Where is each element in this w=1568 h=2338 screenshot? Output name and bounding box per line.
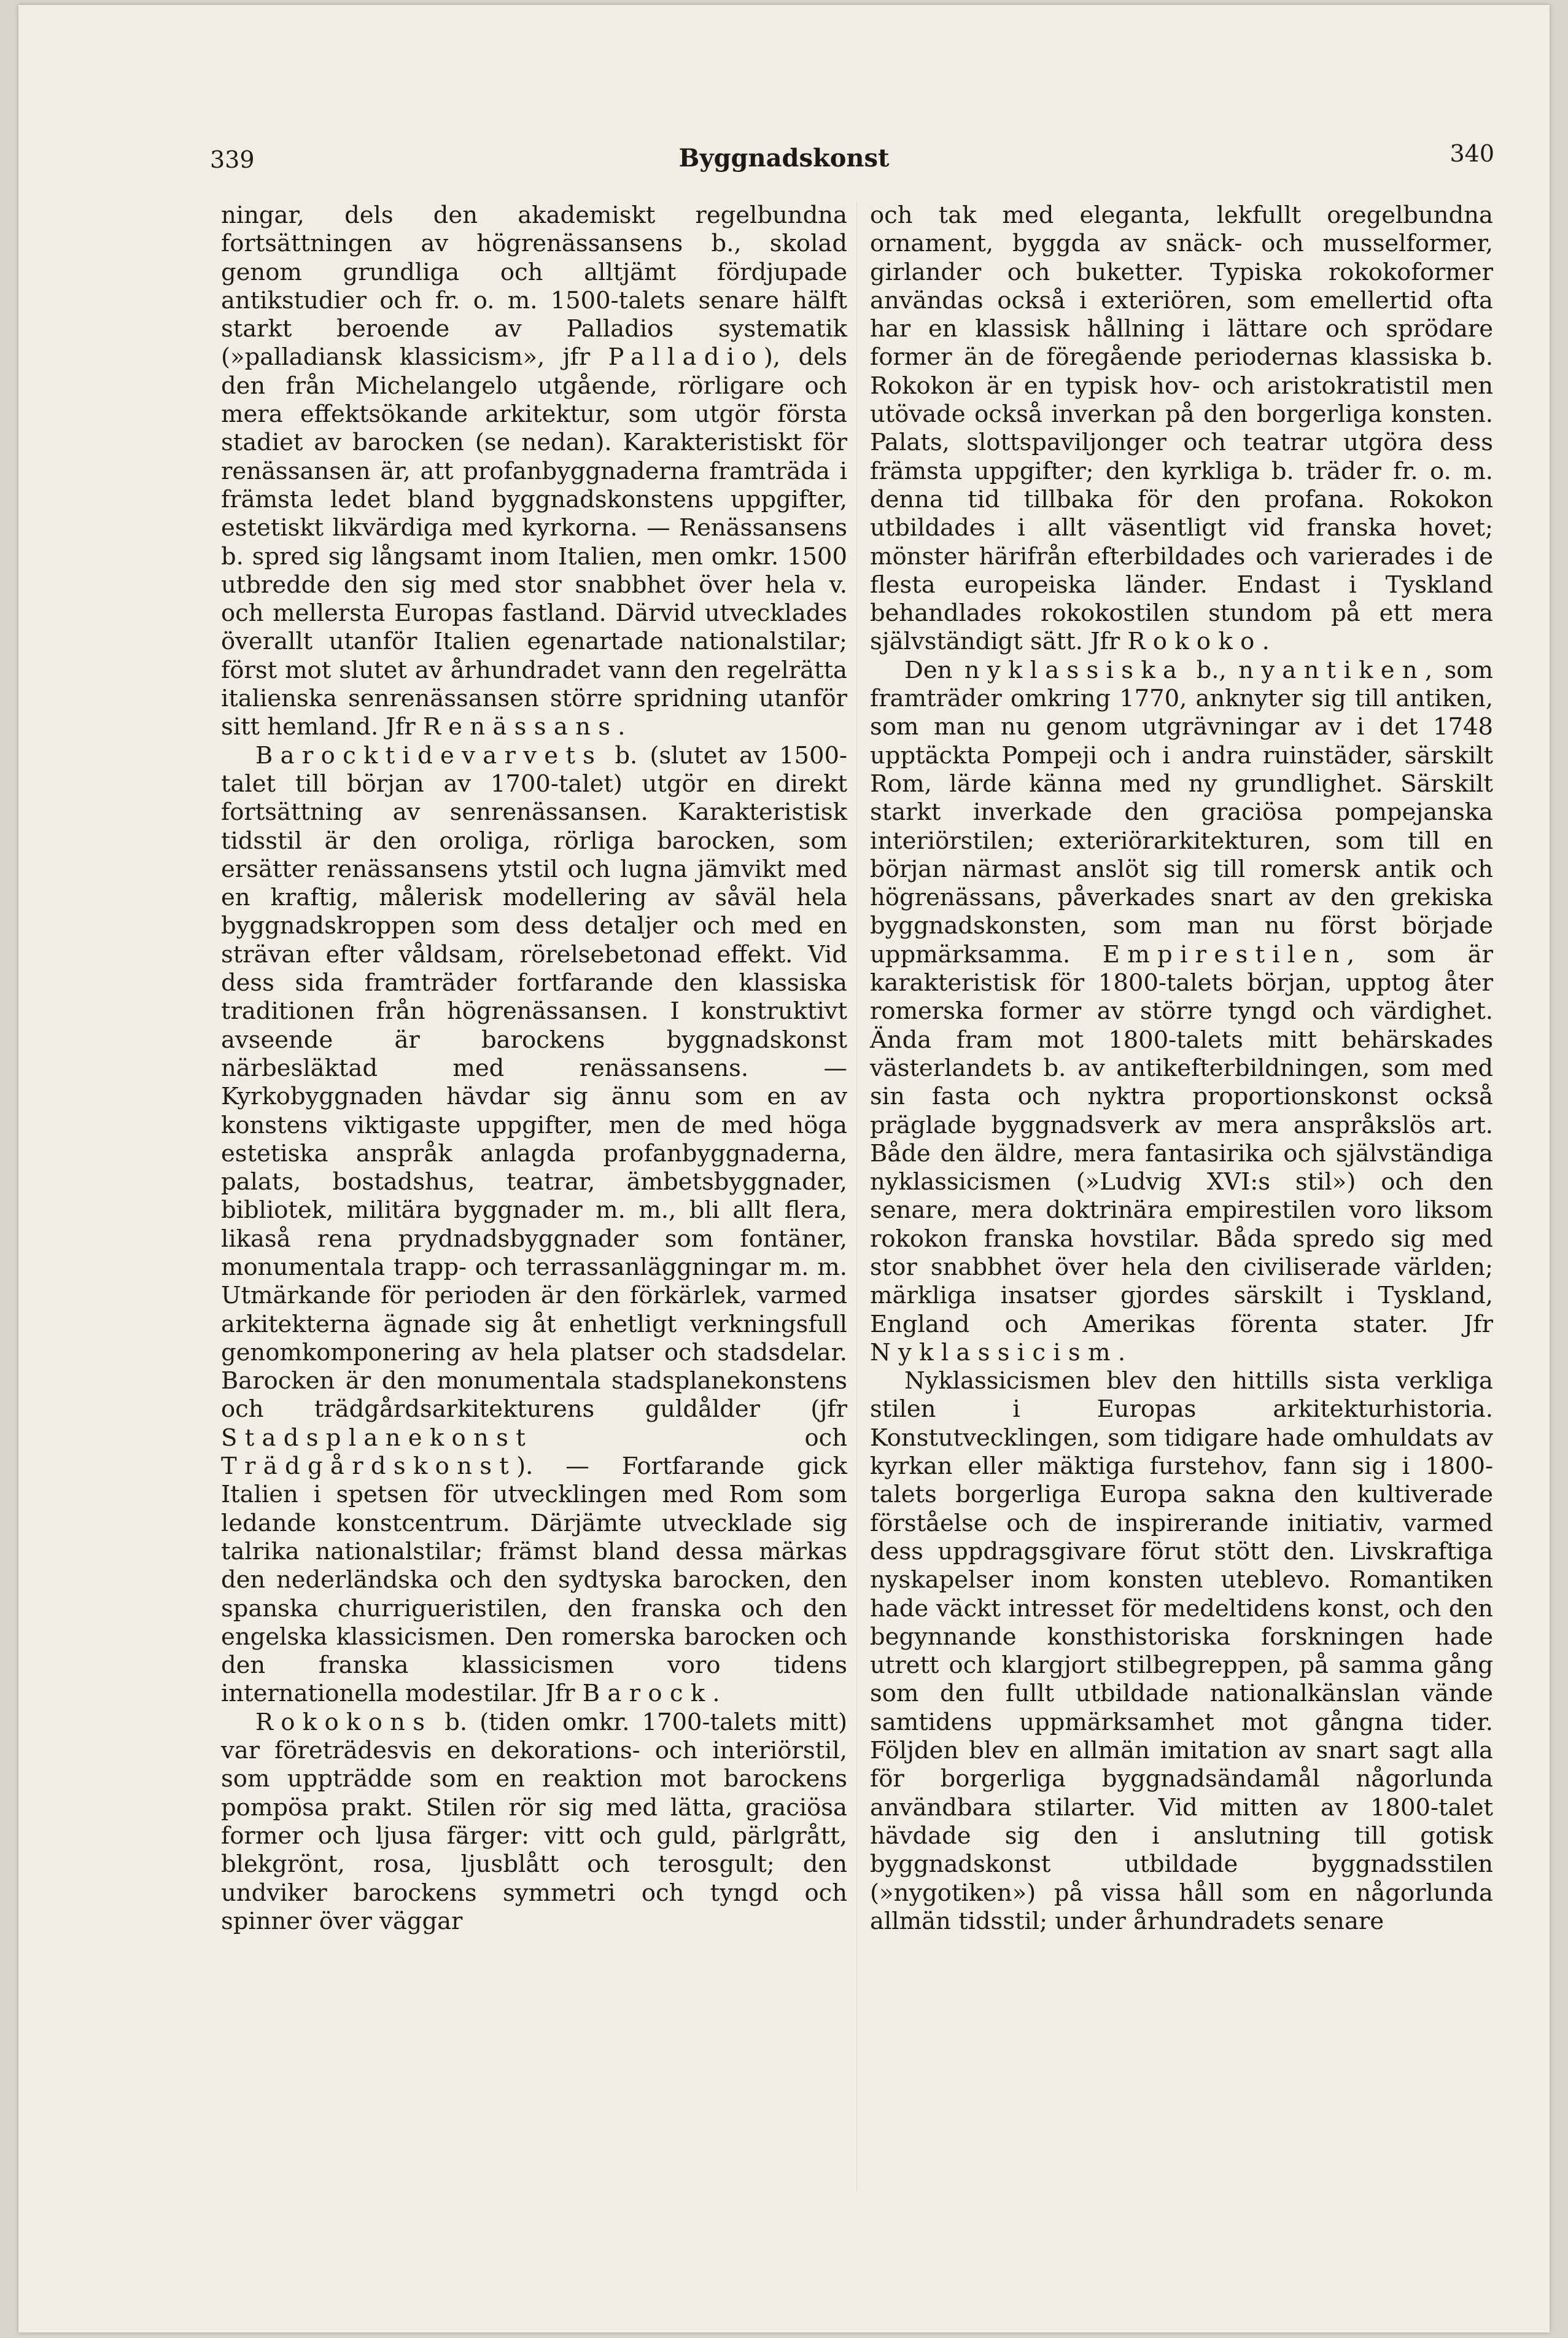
cross-reference: Trädgårdskonst [221,1452,517,1481]
section-term: Barocktidevarvets [255,741,603,770]
cross-reference: Stadsplanekonst [221,1424,534,1452]
page-number-left: 339 [210,146,255,173]
page-number-right: 340 [1450,140,1494,167]
left-column [221,201,847,1936]
book-page [18,5,1550,2332]
right-column [870,201,1493,1936]
cross-reference: Rokoko [1127,628,1262,656]
cross-reference: Palladio [608,343,764,372]
cross-reference: Nyklassicism [870,1338,1118,1366]
cross-reference: Renässans [422,713,618,741]
paragraph-historicism: Nyklassicismen blev den hittills sista verkliga stilen i Europas arkitekturhistoria. Konstutvecklingen, som tidigare hade omhuldats av kyrkan eller mäktiga furstehov, fann sig i 1800-talets borgerliga Europa sakna den kultiverade förståelse och de inspirerande initiativ, varmed dess uppdragsgivare förut stött den. Livskraftiga nyskapelser inom konsten uteblevo. Romantiken hade väckt intresset för medeltidens konst, och den begynnande konsthistoriska forskningen hade utrett och klargjort stilbegreppen, på samma gång som den fullt utbildade nationalkänslan vände samtidens uppmärksamhet mot gångna tider. Följden blev en allmän imitation av snart sagt alla för borgerliga byggnadsändamål någorlunda användbara stilarter. Vid mitten av 1800-talet hävdade sig den i anslutning till gotisk byggnadskonst utbildade byggnadsstilen (»nygotiken») på vissa håll som en någorlunda allmän tidsstil; under århundradets senare [870,1367,1493,1935]
section-term: nyantiken [1238,656,1425,684]
paragraph-rococo: Rokokons b. (tiden omkr. 1700-talets mitt) var företrädesvis en dekorations- och interiörstil, som uppträdde som en reaktion mot barockens pompösa prakt. Stilen rör sig med lätta, graciösa former och ljusa färger: vitt och guld, pärlgrått, blekgrönt, rosa, ljusblått och terosgult; den undviker barockens symmetri och tyngd och spinner över väggar [221,1708,847,1935]
paragraph-rococo-continued: och tak med eleganta, lekfullt oregelbundna ornament, byggda av snäck- och musselformer, girlander och buketter. Typiska rokokoformer användas också i exteriören, som emellertid ofta har en klassisk hållning i lättare och sprödare former än de föregående periodernas klassiska b. Rokokon är en typisk hov- och aristokratistil men utövade också inverkan på den borgerliga konsten. Palats, slottspaviljonger och teatrar utgöra dess främsta uppgifter; den kyrkliga b. träder fr. o. m. denna tid tillbaka för den profana. Rokokon utbildades i allt väsentligt vid franska hovet; mönster härifrån efterbildades och varierades i de flesta europeiska länder. Endast i Tyskland behandlades rokokostilen stundom på ett mera självständigt sätt. Jfr Rokoko. [870,201,1493,656]
column-gutter [856,201,857,2191]
paragraph-baroque: Barocktidevarvets b. (slutet av 1500-talet till början av 1700-talet) utgör en direkt fortsättning av senrenässansen. Karakteristisk tidsstil är den oroliga, rörliga barocken, som ersätter renässansens ytstil och lugna jämvikt med en kraftig, målerisk modellering av såväl hela byggnadskroppen som dess detaljer och med en strävan efter våldsam, rörelsebetonad effekt. Vid dess sida framträder fortfarande den klassiska traditionen från högrenässansen. I konstruktivt avseende är barockens byggnadskonst närbesläktad med renässansens. — Kyrkobyggnaden hävdar sig ännu som en av konstens viktigaste uppgifter, men de med höga estetiska anspråk anlagda profanbyggnaderna, palats, bostadshus, teatrar, ämbetsbyggnader, bibliotek, militära byggnader m. m., bli allt flera, likaså rena prydnadsbyggnader som fontäner, monumentala trapp- och terrassanläggningar m. m. Utmärkande för perioden är den förkärlek, varmed arkitekterna ägnade sig åt enhetligt verkningsfull genomkomponering av hela platser och stadsdelar. Barocken är den monumentala stadsplanekonstens och trädgårdsarkitekturens guldålder (jfr Stadsplanekonst och Trädgårdskonst). — Fortfarande gick Italien i spetsen för utvecklingen med Rom som ledande konstcentrum. Därjämte utvecklade sig talrika nationalstilar; främst bland dessa märkas den nederländska och den sydtyska barocken, den spanska churrigueristilen, den franska och den engelska klassicismen. Den romerska barocken och den franska klassicismen voro tidens internationella modestilar. Jfr Barock. [221,741,847,1708]
section-term: Empirestilen [1102,940,1347,968]
paragraph-renaissance-continued: ningar, dels den akademiskt regelbundna fortsättningen av högrenässansens b., skolad genom grundliga och alltjämt fördjupade antikstudier och fr. o. m. 1500-talets senare hälft starkt beroende av Palladios systematik (»palladiansk klassicism», jfr Palladio), dels den från Michelangelo utgående, rörligare och mera effektsökande arkitektur, som utgör första stadiet av barocken (se nedan). Karakteristiskt för renässansen är, att profanbyggnaderna framträda i främsta ledet bland byggnadskonstens uppgifter, estetiskt likvärdiga med kyrkorna. — Renässansens b. spred sig långsamt inom Italien, men omkr. 1500 utbredde den sig med stor snabbhet över hela v. och mellersta Europas fastland. Därvid utvecklades överallt utanför Italien egenartade nationalstilar; först mot slutet av århundradet vann den regelrätta italienska senrenässansen större spridning utanför sitt hemland. Jfr Renässans. [221,201,847,741]
running-header [18,140,1550,177]
section-term: nyklassiska [964,656,1185,684]
cross-reference: Barock [582,1680,713,1708]
paragraph-neoclassical: Den nyklassiska b., nyantiken, som framträder omkring 1770, anknyter sig till antiken, som man nu genom utgrävningar av i det 1748 upptäckta Pompeji och i andra ruinstäder, särskilt Rom, lärde känna med ny grundlighet. Särskilt starkt inverkade den graciösa pompejanska interiörstilen; exteriörarkitekturen, som till en början närmast anslöt sig till romersk antik och högrenässans, påverkades snart av den grekiska byggnadskonsten, som man nu först började uppmärksamma. Empirestilen, som är karakteristisk för 1800-talets början, upptog åter romerska former av större tyngd och värdighet. Ända fram mot 1800-talets mitt behärskades västerlandets b. av antikefterbildningen, som med sin fasta och nyktra proportionskonst också präglade byggnadsverk av mera anspråkslös art. Både den äldre, mera fantasirika och självständiga nyklassicismen (»Ludvig XVI:s stil») och den senare, mera doktrinära empirestilen voro liksom rokokon franska hovstilar. Båda spredo sig med stor snabbhet över hela den civiliserade världen; märkliga insatser gjordes särskilt i Tyskland, England och Amerikas förenta stater. Jfr Nyklassicism. [870,656,1494,1366]
running-title: Byggnadskonst [678,144,890,173]
section-term: Rokokons [255,1708,433,1736]
